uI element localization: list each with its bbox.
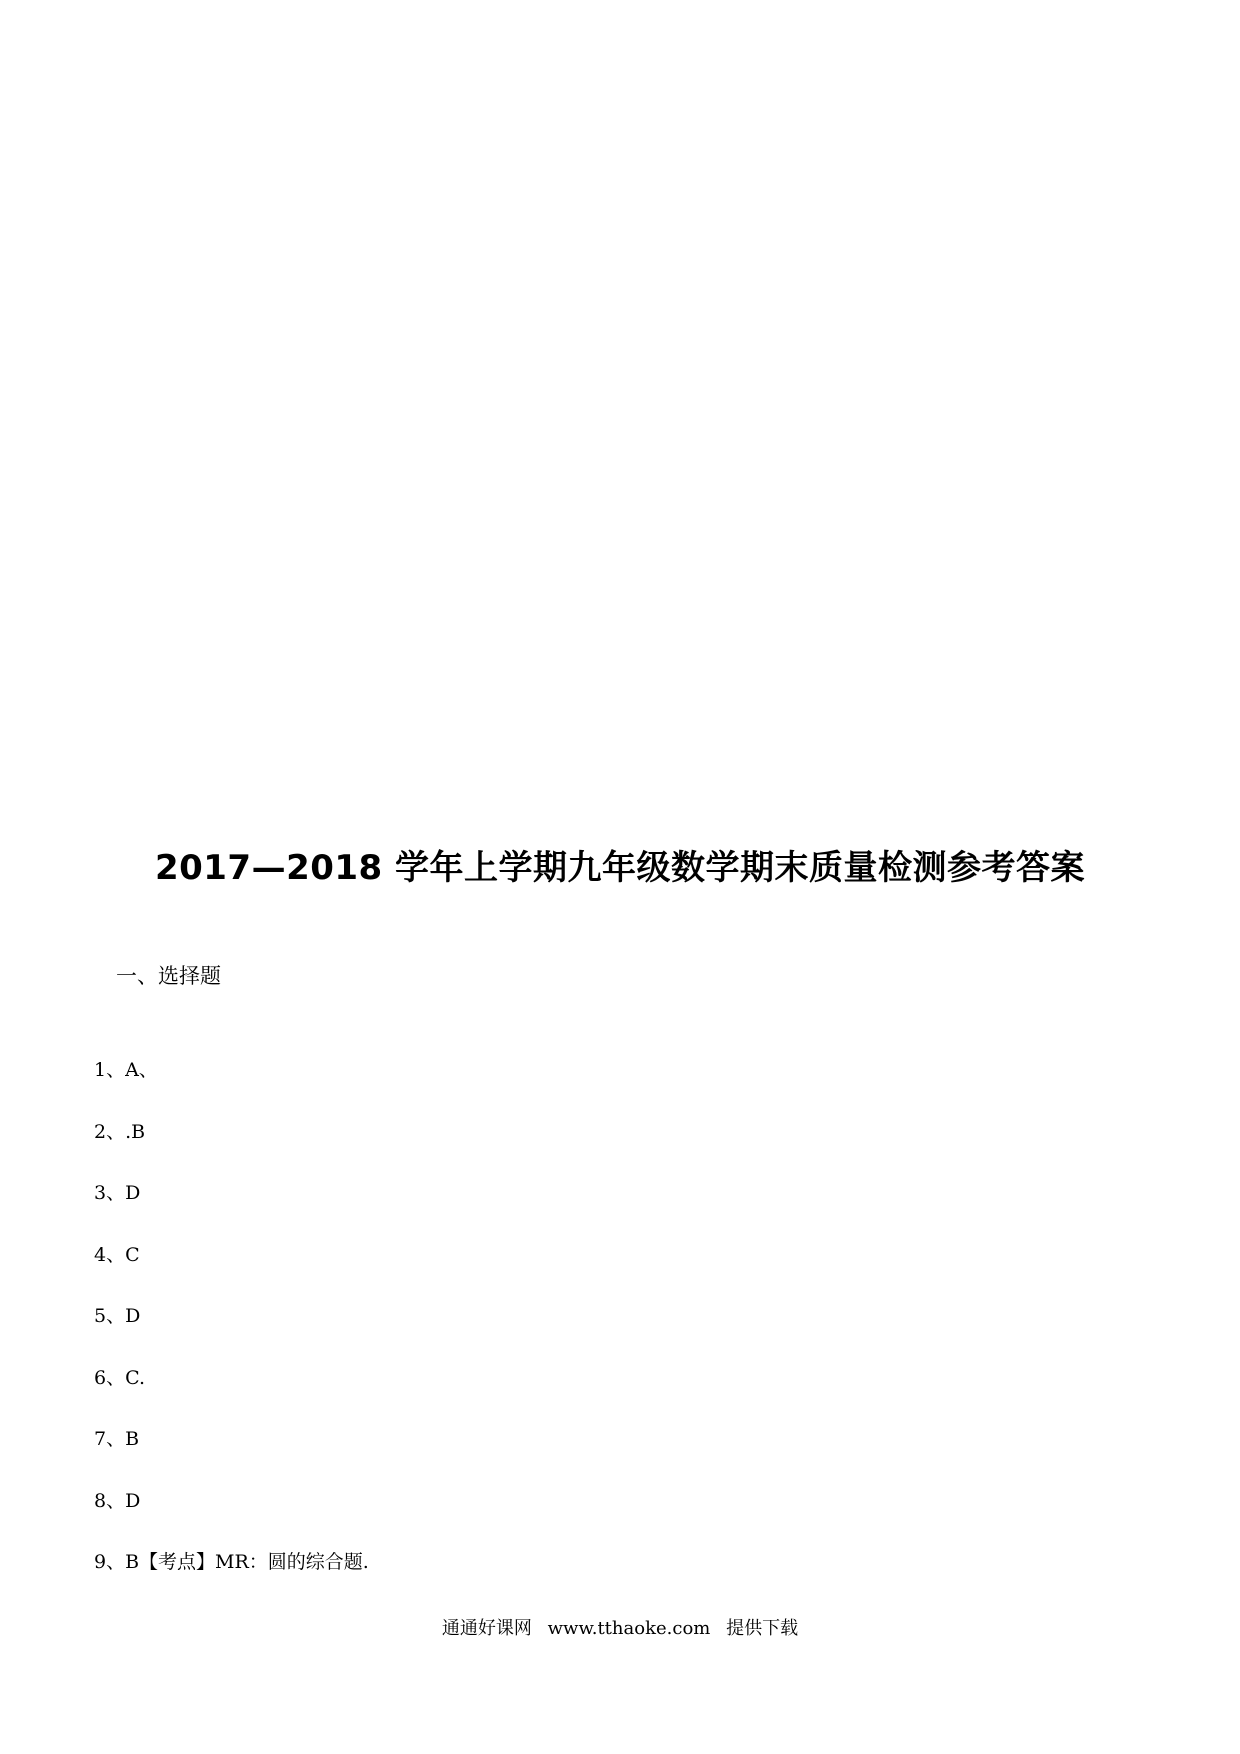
answer-item: 5、D: [94, 1305, 141, 1327]
answer-item: 7、B: [94, 1428, 140, 1450]
answer-item: 2、.B: [94, 1120, 146, 1143]
footer-url[interactable]: www.tthaoke.com: [547, 1618, 711, 1639]
section-heading: 一、选择题: [116, 964, 221, 988]
answer-list: [94, 1058, 369, 1612]
footer-site-name: 通通好课网: [441, 1618, 532, 1639]
document-title: 2017—2018 学年上学期九年级数学期末质量检测参考答案: [154, 848, 1086, 888]
answer-item: 1、A、: [94, 1059, 158, 1081]
answer-item: 8、D: [94, 1489, 141, 1512]
answer-item: 6、C.: [94, 1366, 145, 1389]
answer-item: 9、B【考点】MR：圆的综合题.: [94, 1551, 369, 1573]
answer-item: 4、C: [94, 1243, 140, 1266]
page-footer: [0, 1614, 1240, 1640]
answer-item: 3、D: [94, 1182, 141, 1204]
footer-suffix: 提供下载: [726, 1618, 799, 1639]
